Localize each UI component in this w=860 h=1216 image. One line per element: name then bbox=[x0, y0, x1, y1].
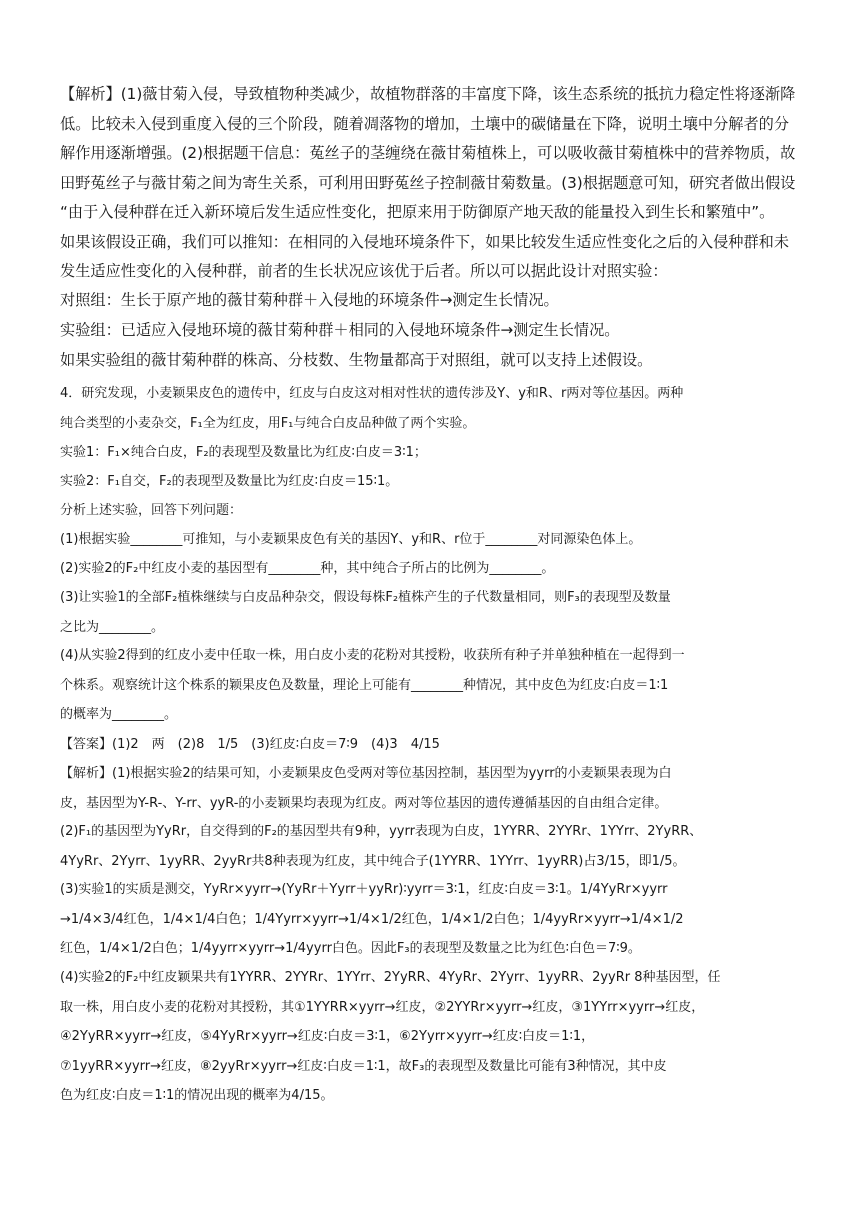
question4-experiment2: 实验2：F₁自交，F₂的表现型及数量比为红皮∶白皮＝15∶1。 bbox=[60, 474, 399, 489]
question4-experiment1: 实验1：F₁×纯合白皮，F₂的表现型及数量比为红皮∶白皮＝3∶1； bbox=[60, 445, 427, 460]
conclusion-line: 如果实验组的薇甘菊种群的株高、分枝数、生物量都高于对照组，就可以支持上述假设。 bbox=[60, 351, 653, 369]
control-group-line: 对照组：生长于原产地的薇甘菊种群＋入侵地的环境条件→测定生长情况。 bbox=[60, 291, 559, 309]
experiment-group-line: 实验组：已适应入侵地环境的薇甘菊种群＋相同的入侵地环境条件→测定生长情况。 bbox=[60, 321, 620, 339]
analysis4-part3: (3)实验1的实质是测交，YyRr×yyrr→(YyRr＋Yyrr＋yyRr)∶yyrr＝3∶1，红皮∶白皮＝3∶1。1/4YyRr×yyrr →1/4×3/4红色，1/4×1/4白色；1/4Yyrr×yyrr→1/4×1/2红色，1/4×1/2白色；1/4yyRr×yyrr→1/4×1/2 红色，1/4×1/2白色；1/4yyrr×yyrr→1/4yyrr白色。因此F₃的表现型及数量之比为红色∶白色＝7∶9。 bbox=[60, 882, 684, 956]
question4-stem: 4．研究发现，小麦颖果皮色的遗传中，红皮与白皮这对相对性状的遗传涉及Y、y和R、r两对等位基因。两种 纯合类型的小麦杂交，F₁全为红皮，用F₁与纯合白皮品种做了两个实验。 bbox=[60, 386, 684, 431]
question4-part4: (4)从实验2得到的红皮小麦中任取一株，用白皮小麦的花粉对其授粉，收获所有种子并单独种植在一起得到一 个株系。观察统计这个株系的颖果皮色及数量，理论上可能有________种情况，其中皮色为红皮∶白皮＝1∶1 的概率为________。 bbox=[60, 648, 685, 722]
section1-analysis: 【解析】(1)薇甘菊入侵，导致植物种类减少，故植物群落的丰富度下降，该生态系统的抵抗力稳定性将逐渐降 低。比较未入侵到重度入侵的三个阶段，随着凋落物的增加，土壤中的碳储量在下降，说明土壤中分解者的分 解作用逐渐增强。(2)根据题干信息：菟丝子的茎缠绕在薇甘菊植株上，可以吸收薇甘菊植株中的营养物质，故 田野菟丝子与薇甘菊之间为寄生关系，可利用田野菟丝子控制薇甘菊数量。(3)根据题意可知，研究者做出假设 “由于入侵种群在迁入新环境后发生适应性变化，把原来用于防御原产地天敌的能量投入到生长和繁殖中”。 如果该假设正确，我们可以推知：在相同的入侵地环境条件下，如果比较发生适应性变化之后的入侵种群和未 发生适应性变化的入侵种群，前者的生长状况应该优于后者。所以可以据此设计对照实验： bbox=[60, 85, 796, 280]
answer-line: 【答案】(1)2 两 (2)8 1/5 (3)红皮∶白皮＝7∶9 (4)3 4/15 bbox=[60, 737, 440, 752]
question4-part1: (1)根据实验________可推知，与小麦颖果皮色有关的基因Y、y和R、r位于________对同源染色体上。 bbox=[60, 532, 642, 547]
question4-part2: (2)实验2的F₂中红皮小麦的基因型有________种，其中纯合子所占的比例为________。 bbox=[60, 561, 555, 576]
question4-part3: (3)让实验1的全部F₂植株继续与白皮品种杂交，假设每株F₂植株产生的子代数量相同，则F₃的表现型及数量 之比为________。 bbox=[60, 590, 671, 635]
analysis4-part4: (4)实验2的F₂中红皮颖果共有1YYRR、2YYRr、1YYrr、2YyRR、4YyRr、2Yyrr、1yyRR、2yyRr 8种基因型，任 取一株，用白皮小麦的花粉对其授粉，其①1YYRR×yyrr→红皮，②2YYRr×yyrr→红皮，③1YYrr×yyrr→红皮， ④2YyRR×yyrr→红皮，⑤4YyRr×yyrr→红皮∶白皮＝3∶1，⑥2Yyrr×yyrr→红皮∶白皮＝1∶1， ⑦1yyRR×yyrr→红皮，⑧2yyRr×yyrr→红皮∶白皮＝1∶1，故F₃的表现型及数量比可能有3种情况，其中皮 色为红皮∶白皮＝1∶1的情况出现的概率为4/15。 bbox=[60, 970, 721, 1103]
analysis4-part2: (2)F₁的基因型为YyRr，自交得到的F₂的基因型共有9种，yyrr表现为白皮，1YYRR、2YYRr、1YYrr、2YyRR、 4YyRr、2Yyrr、1yyRR、2yyRr共8种表现为红皮，其中纯合子(1YYRR、1YYrr、1yyRR)占3/15，即1/5。 bbox=[60, 824, 703, 869]
analysis4-part1: 【解析】(1)根据实验2的结果可知，小麦颖果皮色受两对等位基因控制，基因型为yyrr的小麦颖果表现为白 皮，基因型为Y-R-、Y-rr、yyR-的小麦颖果均表现为红皮。两对等位基因的遗传遵循基因的自由组合定律。 bbox=[60, 766, 672, 811]
question4-prompt: 分析上述实验，回答下列问题： bbox=[60, 503, 243, 518]
